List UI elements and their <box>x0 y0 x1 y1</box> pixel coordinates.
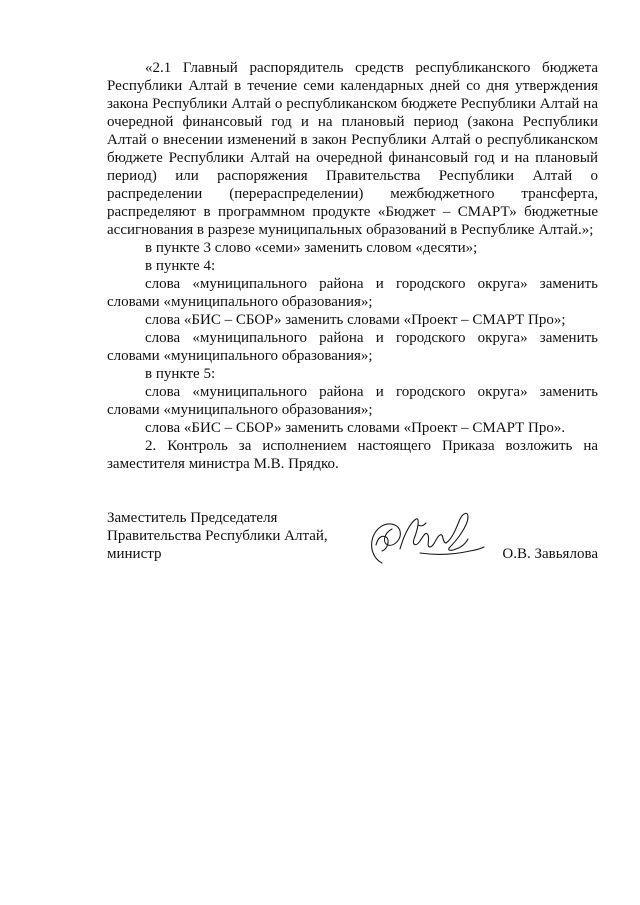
document-body <box>107 59 598 473</box>
paragraph-item-5-change-2: слова «БИС – СБОР» заменить словами «Проект – СМАРТ Про». <box>145 420 566 436</box>
paragraph-clause-2: 2. Контроль за исполнением настоящего Приказа возложить на заместителя министра М.В. Прядко. <box>107 438 598 472</box>
signature-block <box>107 509 598 579</box>
paragraph-2-1: «2.1 Главный распорядитель средств республиканского бюджета Республики Алтай в течение семи календарных дней со дня утверждения закона Республики Алтай о республиканском бюджете Республики Алтай на очередной финансовый год и на плановый период (закона Республики Алтай о внесении изменений в закон Республики Алтай о республиканском бюджете Республики Алтай на очередной финансовый год и на плановый период) или распоряжения Правительства Республики Алтай о распределении (перераспределении) межбюджетного трансферта, распределяют в программном продукте «Бюджет – СМАРТ» бюджетные ассигнования в разрезе муниципальных образований в Республике Алтай.»; <box>107 60 598 238</box>
paragraph-item-4-change-1: слова «муниципального района и городского округа» заменить словами «муниципального образования»; <box>107 276 598 310</box>
paragraph-item-4-change-3: слова «муниципального района и городского округа» заменить словами «муниципального образования»; <box>107 330 598 364</box>
paragraph-item-3: в пункте 3 слово «семи» заменить словом «десяти»; <box>145 240 478 256</box>
paragraph-item-5-heading: в пункте 5: <box>145 366 216 382</box>
handwritten-signature <box>360 505 490 571</box>
paragraph-item-4-heading: в пункте 4: <box>145 258 216 274</box>
signatory-title-line: министр <box>107 546 162 562</box>
signatory-title-line: Правительства Республики Алтай, <box>107 528 328 544</box>
signatory-title <box>107 509 357 563</box>
paragraph-item-4-change-2: слова «БИС – СБОР» заменить словами «Проект – СМАРТ Про»; <box>145 312 566 328</box>
signatory-title-line: Заместитель Председателя <box>107 510 278 526</box>
signatory-name: О.В. Завьялова <box>502 546 598 562</box>
paragraph-item-5-change-1: слова «муниципального района и городского округа» заменить словами «муниципального образования»; <box>107 384 598 418</box>
